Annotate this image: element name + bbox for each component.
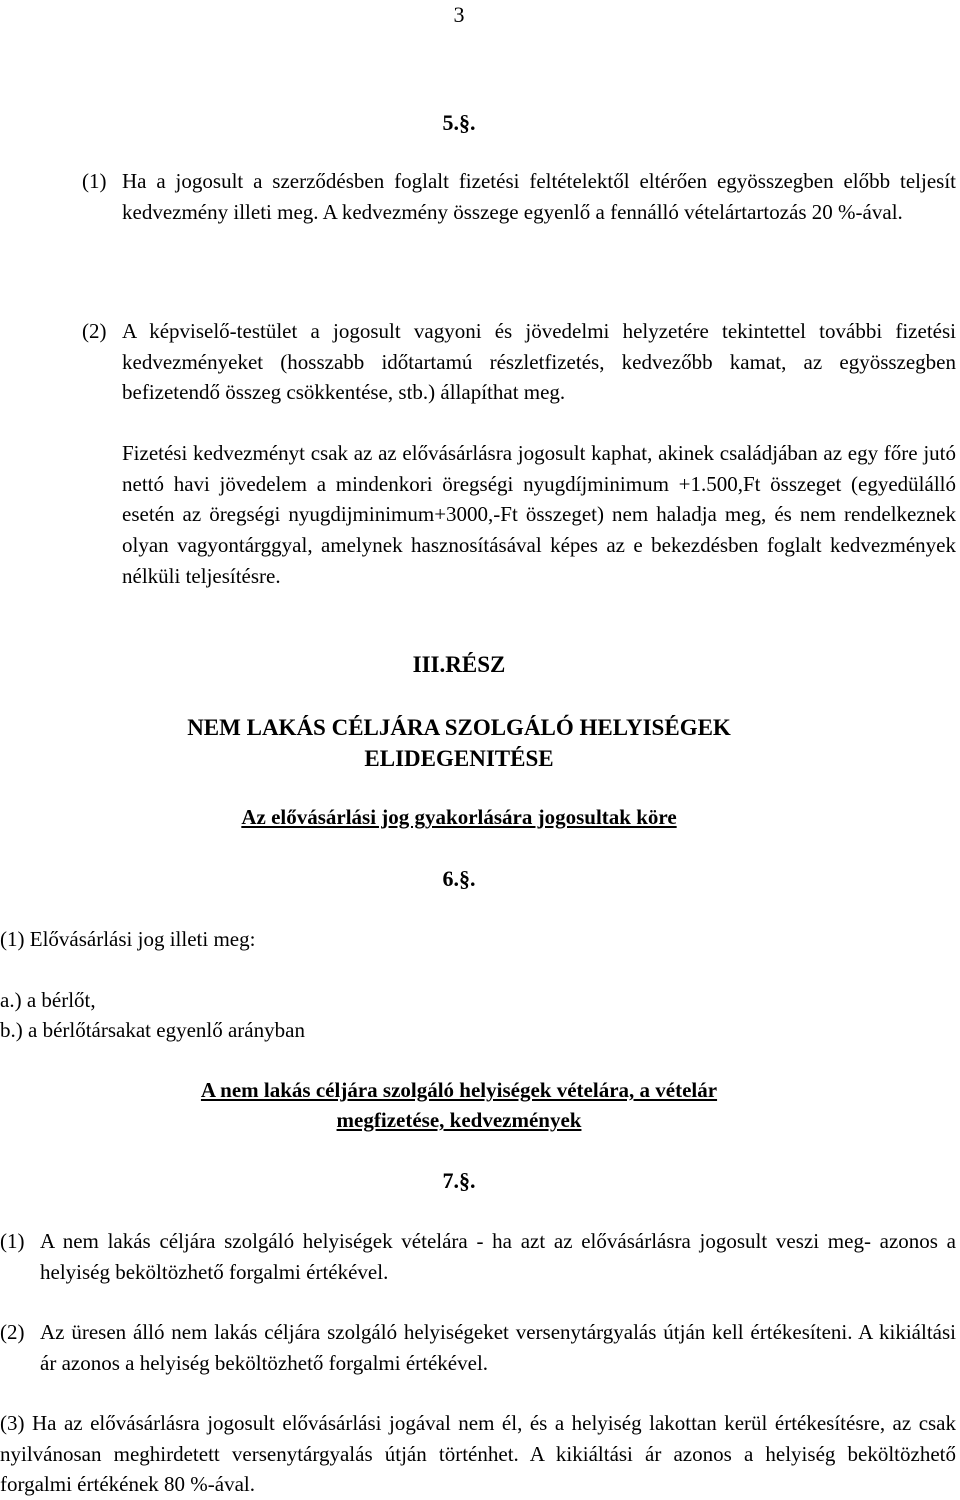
section-5-paragraph-1 [82,166,956,227]
part-heading-line-2: ELIDEGENITÉSE [364,746,554,771]
part-title: III.RÉSZ [412,652,506,677]
paragraph-text: Ha a jogosult a szerződésben foglalt fizetési feltételektől eltérően egyösszegben előbb teljesít kedvezmény illeti meg. A kedvezmény összege egyenlő a fennálló vételártartozás 20 %-ával. [122,169,956,224]
subheading-eligible-persons: Az elővásárlási jog gyakorlására jogosultak köre [241,805,677,829]
subheading-price-line-1: A nem lakás céljára szolgáló helyiségek vételára, a vételár [200,1078,718,1102]
paragraph-number: (3) [0,1411,25,1435]
section-6-item-a: a.) a bérlőt, [0,988,96,1012]
section-7-paragraph-1 [0,1226,956,1287]
section-6-paragraph-1: (1) Elővásárlási jog illeti meg: [0,927,256,951]
section-5-paragraph-2-continued: Fizetési kedvezményt csak az az elővásárlásra jogosult kaphat, akinek családjában az egy főre jutó nettó havi jövedelem a mindenkori öregségi nyugdíjminimum +1.500,Ft összeget (egyedülálló esetén az öregségi nyugdijminimum+3000,-Ft összeget) nem haladja meg, és nem rendelkeznek olyan vagyontárggyal, amelynek hasznosításával képes az e bekezdésben foglalt kedvezmények nélküli teljesítésre. [122,441,956,588]
paragraph-text: A nem lakás céljára szolgáló helyiségek vételára - ha azt az elővásárlásra jogosult veszi meg- azonos a helyiség beköltözhető forgalmi értékével. [40,1229,956,1284]
section-5-title: 5.§. [442,110,476,135]
page-number: 3 [453,2,465,27]
part-heading-line-1: NEM LAKÁS CÉLJÁRA SZOLGÁLÓ HELYISÉGEK [187,715,731,740]
paragraph-text: Az üresen álló nem lakás céljára szolgáló helyiségeket versenytárgyalás útján kell értékesíteni. A kikiáltási ár azonos a helyiség beköltözhető forgalmi értékével. [40,1320,956,1375]
paragraph-text: A képviselő-testület a jogosult vagyoni és jövedelmi helyzetére tekintettel további fizetési kedvezményeket (hosszabb időtartamú részletfizetés, kedvezőbb kamat, az egyösszegben befizetendő összeg csökkentése, stb.) állapíthat meg. [122,319,956,405]
paragraph-number: (1) [82,169,107,193]
section-7-title: 7.§. [442,1168,476,1193]
paragraph-number: (2) [0,1320,25,1344]
section-6-item-b: b.) a bérlőtársakat egyenlő arányban [0,1018,305,1042]
paragraph-text: Ha az elővásárlásra jogosult elővásárlási jogával nem él, és a helyiség lakottan kerül értékesítésre, az csak nyilvánosan meghirdetett versenytárgyalás útján történhet. A kikiáltási ár azonos a helyiség beköltözhető forgalmi értékének 80 %-ával. [0,1411,957,1497]
section-6-title: 6.§. [442,866,476,891]
section-7-paragraph-2 [0,1317,956,1378]
paragraph-number: (2) [82,319,107,343]
paragraph-number: (1) [0,1229,25,1253]
section-5-paragraph-2 [82,316,956,408]
section-7-paragraph-3 [0,1408,956,1500]
subheading-price-line-2: megfizetése, kedvezmények [336,1108,582,1132]
